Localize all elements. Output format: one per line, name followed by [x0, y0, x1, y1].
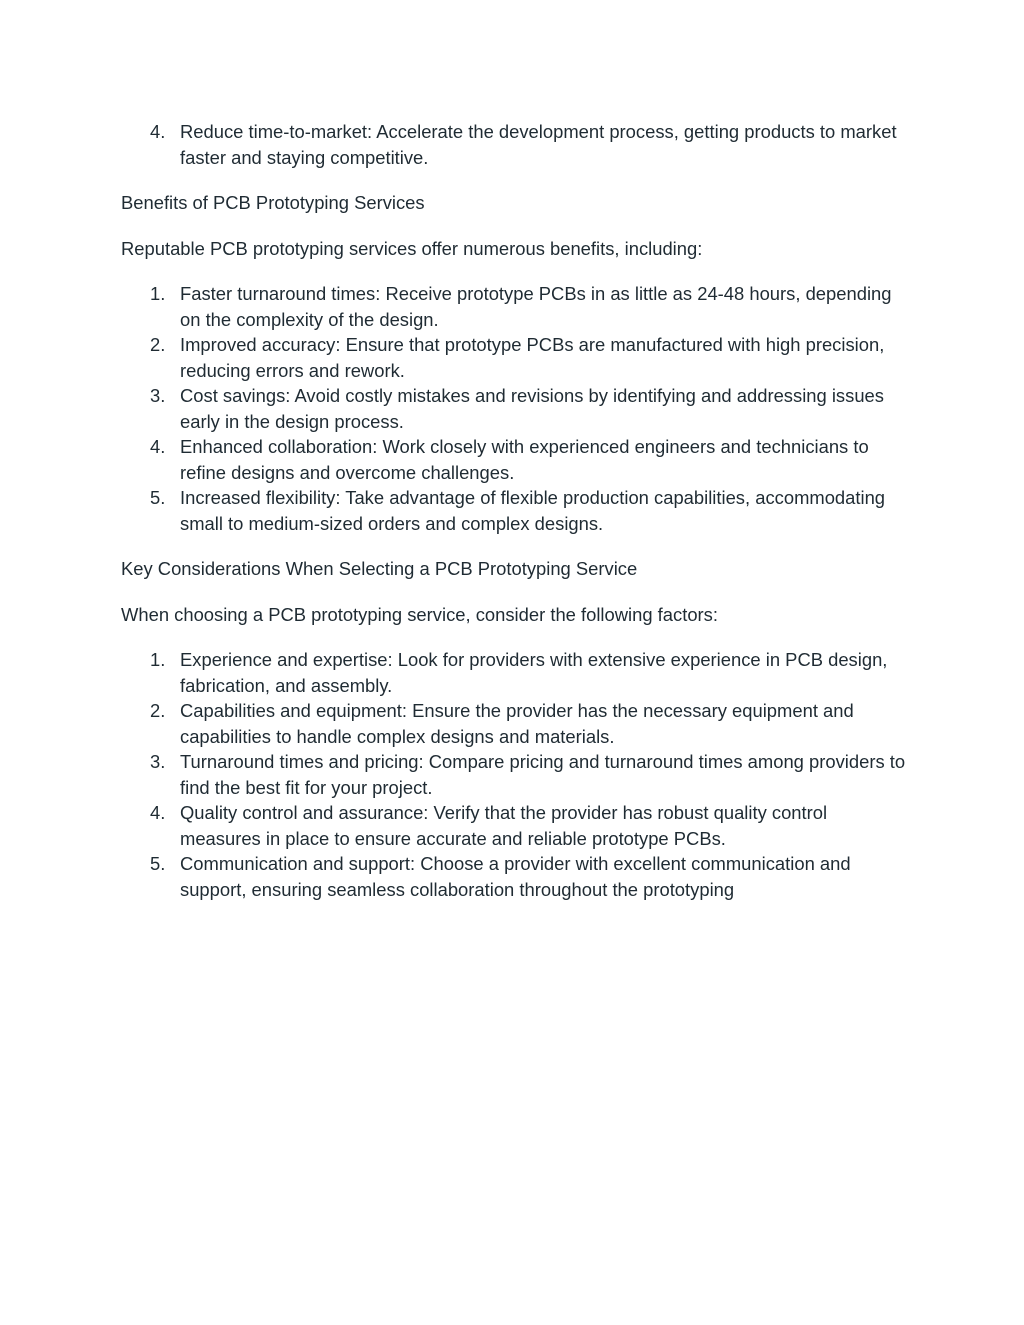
intro-list [121, 119, 911, 170]
list-number: 5. [150, 487, 166, 508]
list-number: 4. [150, 436, 166, 457]
list-item-text: Cost savings: Avoid costly mistakes and revisions by identifying and addressing issues early in the design process. [180, 385, 884, 432]
list-number: 2. [150, 700, 166, 721]
list-item-text: Improved accuracy: Ensure that prototype PCBs are manufactured with high precision, reducing errors and rework. [180, 334, 885, 381]
list-item [121, 485, 911, 536]
list-item-text: Increased flexibility: Take advantage of flexible production capabilities, accommodating small to medium-sized orders and complex designs. [180, 487, 886, 534]
list-number: 4. [150, 121, 166, 142]
document-body [121, 119, 911, 922]
list-number: 3. [150, 385, 166, 406]
list-item-text: Quality control and assurance: Verify that the provider has robust quality control measures in place to ensure accurate and reliable prototype PCBs. [180, 802, 828, 849]
list-item [121, 800, 911, 851]
considerations-intro: When choosing a PCB prototyping service, consider the following factors: [121, 603, 718, 625]
considerations-heading: Key Considerations When Selecting a PCB Prototyping Service [121, 558, 638, 579]
list-number: 1. [150, 649, 166, 670]
list-item [121, 281, 911, 332]
list-item [121, 698, 911, 749]
list-item [121, 119, 911, 170]
list-item [121, 383, 911, 434]
list-item-text: Turnaround times and pricing: Compare pricing and turnaround times among providers to find the best fit for your project. [180, 751, 906, 798]
list-item-text: Communication and support: Choose a provider with excellent communication and support, ensuring seamless collaboration throughout the prototyping [180, 853, 851, 900]
list-item [121, 851, 911, 902]
list-item-text: Faster turnaround times: Receive prototype PCBs in as little as 24-48 hours, depending on the complexity of the design. [180, 283, 892, 330]
list-number: 3. [150, 751, 166, 772]
list-number: 2. [150, 334, 166, 355]
list-item-text: Capabilities and equipment: Ensure the provider has the necessary equipment and capabilities to handle complex designs and materials. [180, 700, 854, 747]
list-item-text: Enhanced collaboration: Work closely with experienced engineers and technicians to refine designs and overcome challenges. [180, 436, 869, 483]
list-item [121, 749, 911, 800]
list-number: 5. [150, 853, 166, 874]
list-item-text: Experience and expertise: Look for providers with extensive experience in PCB design, fabrication, and assembly. [180, 649, 888, 696]
list-item [121, 332, 911, 383]
benefits-heading: Benefits of PCB Prototyping Services [121, 192, 425, 213]
list-item-text: Reduce time-to-market: Accelerate the development process, getting products to market faster and staying competitive. [180, 121, 897, 168]
list-item [121, 647, 911, 698]
considerations-list [121, 647, 911, 902]
list-number: 1. [150, 283, 166, 304]
list-item [121, 434, 911, 485]
benefits-intro: Reputable PCB prototyping services offer numerous benefits, including: [121, 237, 703, 259]
benefits-list [121, 281, 911, 536]
list-number: 4. [150, 802, 166, 823]
